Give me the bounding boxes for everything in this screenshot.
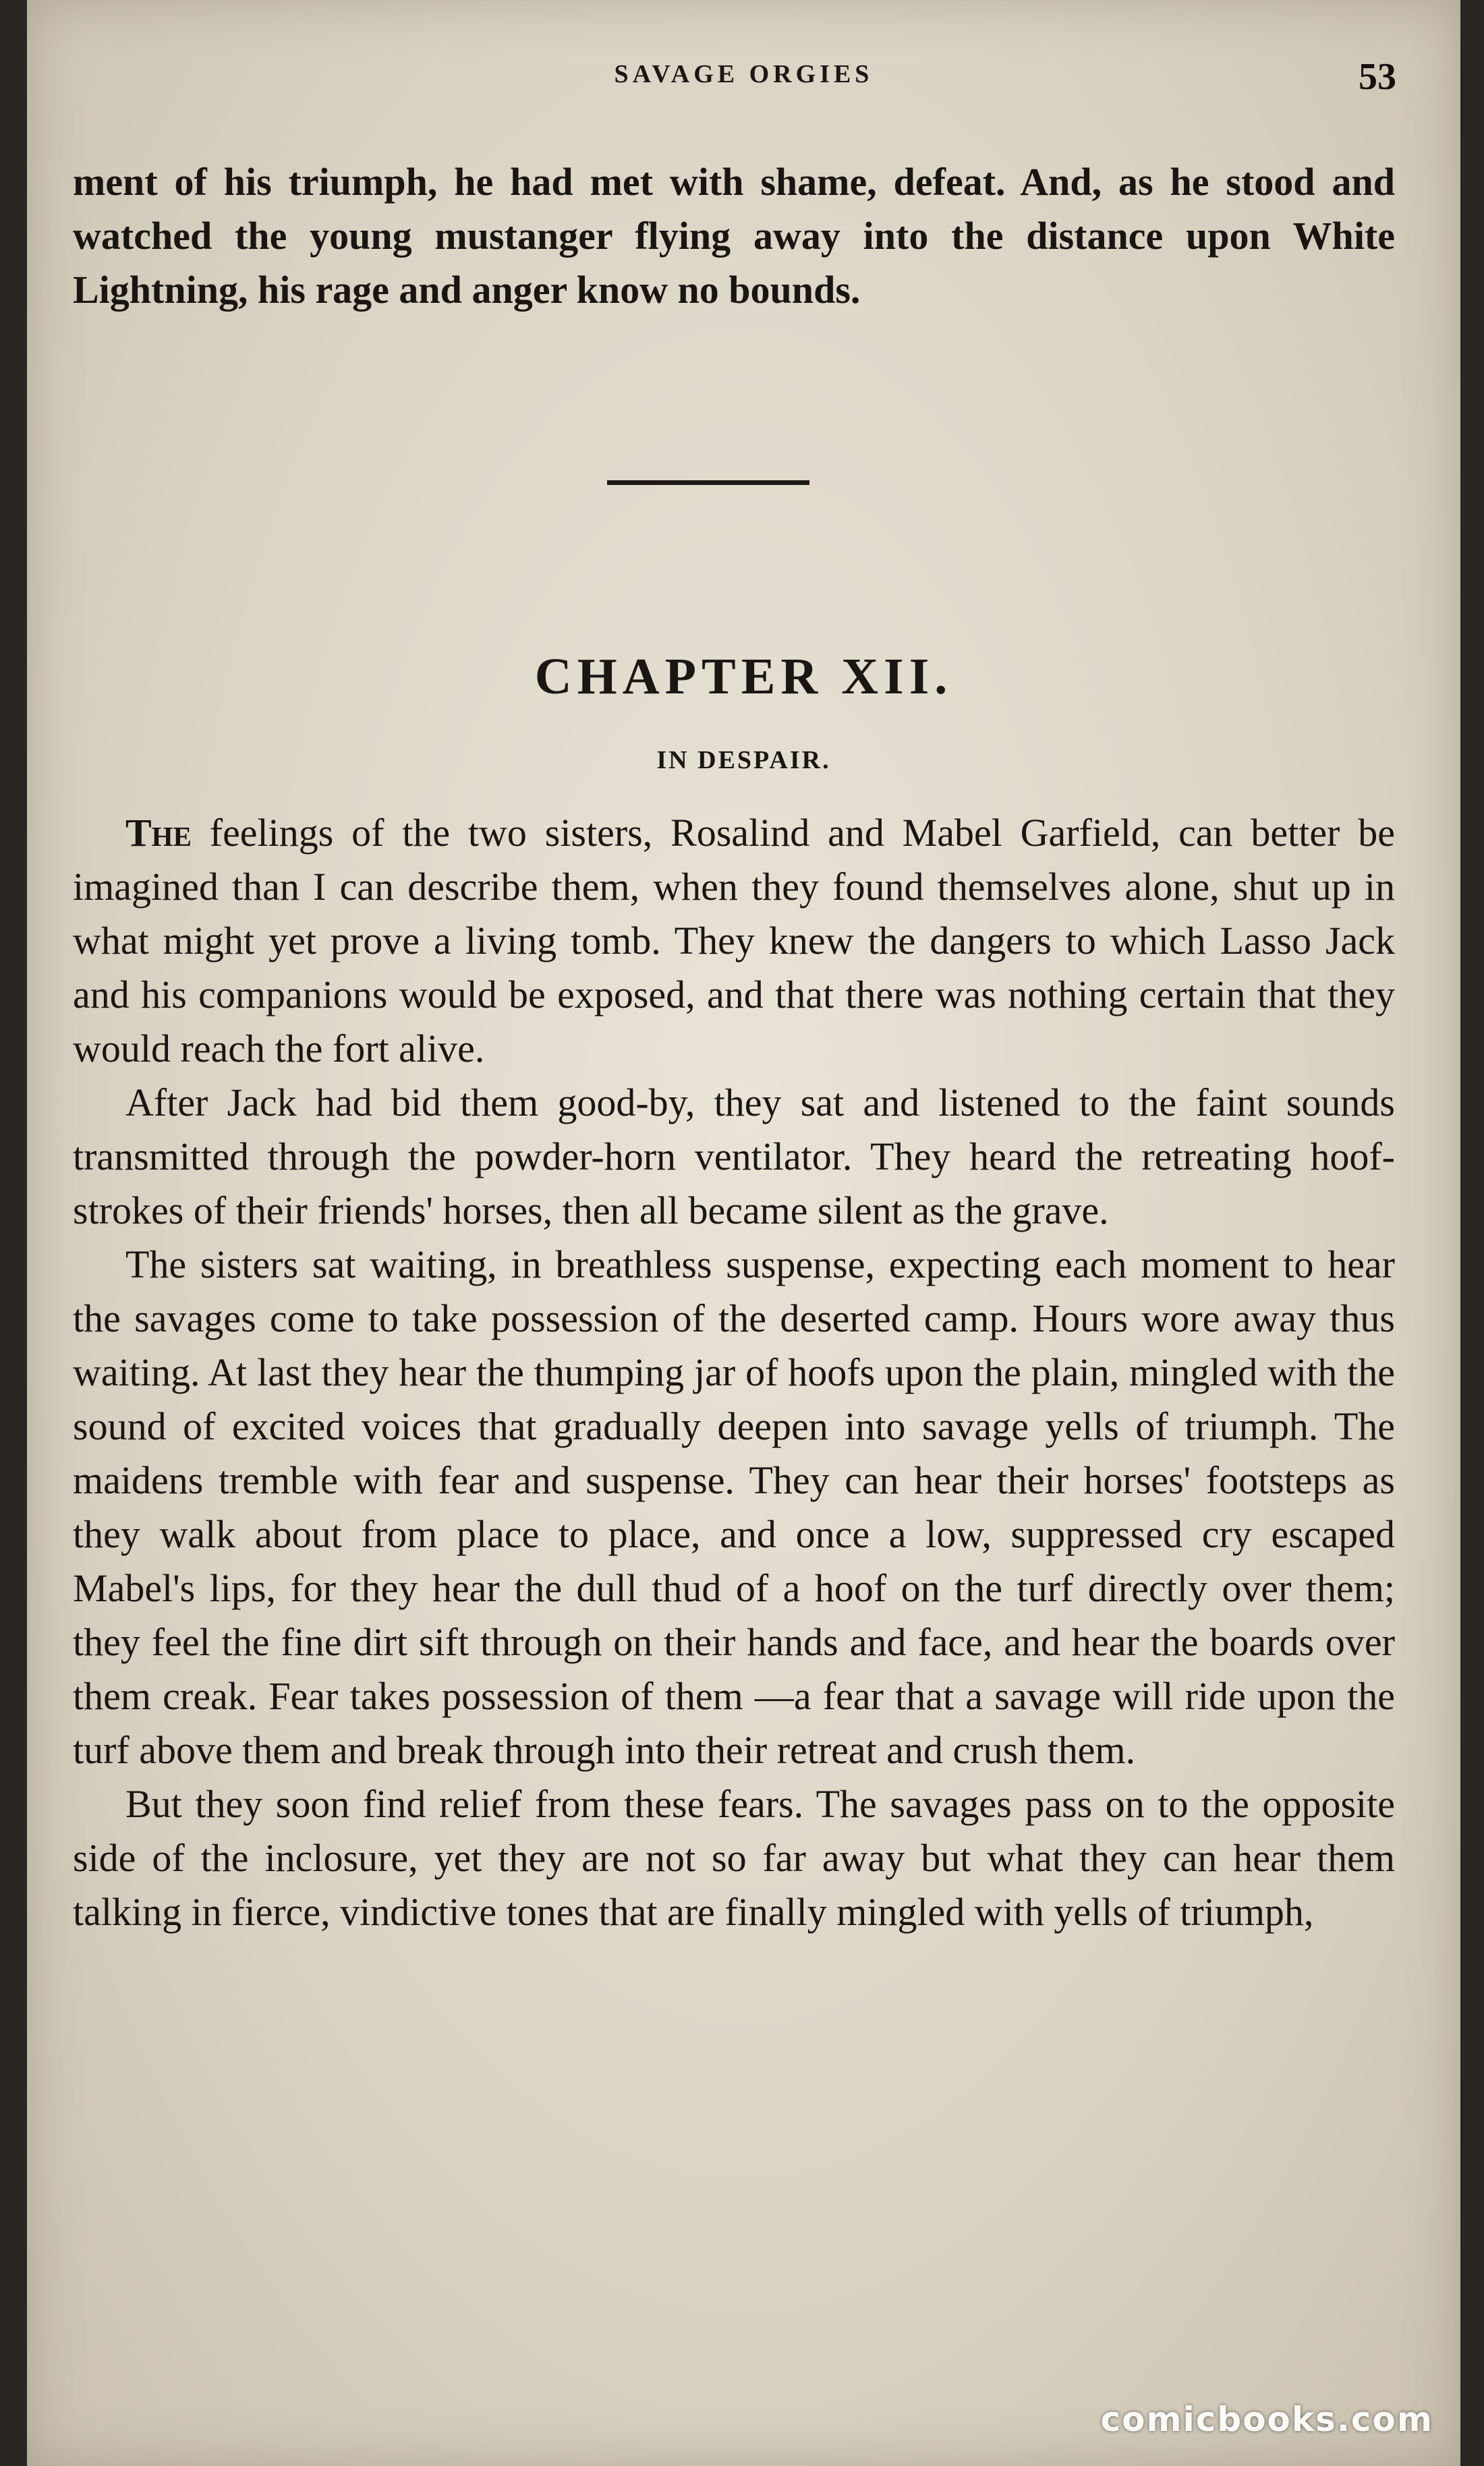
paragraph-text: feelings of the two sisters, Rosalind and Mabel Garfield, can better be imagined than I can describe them, when they found themselves alone, shut up in what might yet prove a living tomb. They knew the dangers to which Lasso Jack and his companions would be exposed, and that there was nothing certain that they would reach the fort alive.: [73, 811, 1396, 1070]
book-page: [27, 0, 1460, 2466]
opening-paragraph: ment of his triumph, he had met with shame, defeat. And, as he stood and watched the young mustanger flying away into the distance upon White Lightning, his rage and anger know no bounds.: [73, 160, 1395, 312]
site-watermark: comicbooks.com: [1100, 2400, 1433, 2439]
section-divider: [607, 480, 809, 485]
chapter-title: CHAPTER XII.: [534, 648, 953, 705]
body-paragraph: After Jack had bid them good-by, they sat and listened to the faint sounds transmitted through the powder-horn ventilator. They heard the retreating hoof-strokes of their friends' horses, then all became silent as the grave.: [73, 1081, 1395, 1232]
chapter-subtitle: IN DESPAIR.: [656, 746, 831, 774]
opening-text: [73, 155, 1395, 317]
page-header: [27, 56, 1460, 100]
body-paragraph: The sisters sat waiting, in breathless suspense, expecting each moment to hear the savages come to take possession of the deserted camp. Hours wore away thus waiting. At last they hear the thumping jar of hoofs upon the plain, mingled with the sound of excited voices that gradually deepen into savage yells of triumph. The maidens tremble with fear and suspense. They can hear their horses' footsteps as they walk about from place to place, and once a low, suppressed cry escaped Mabel's lips, for they hear the dull thud of a hoof on the turf directly over them; they feel the fine dirt sift through on their hands and face, and hear the boards over them creak. Fear takes possession of them —a fear that a savage will ride upon the turf above them and break through into their retreat and crush them.: [73, 1242, 1395, 1772]
body-paragraph: [73, 806, 1395, 1076]
body-paragraph: But they soon find relief from these fears. The savages pass on to the opposite side of the inclosure, yet they are not so far away but what they can hear them talking in fierce, vindictive tones that are finally mingled with yells of triumph,: [73, 1782, 1395, 1934]
drop-word: The: [125, 811, 192, 855]
running-head: SAVAGE ORGIES: [614, 60, 874, 88]
chapter-body: [73, 806, 1395, 1939]
page-number: 53: [1359, 56, 1396, 98]
